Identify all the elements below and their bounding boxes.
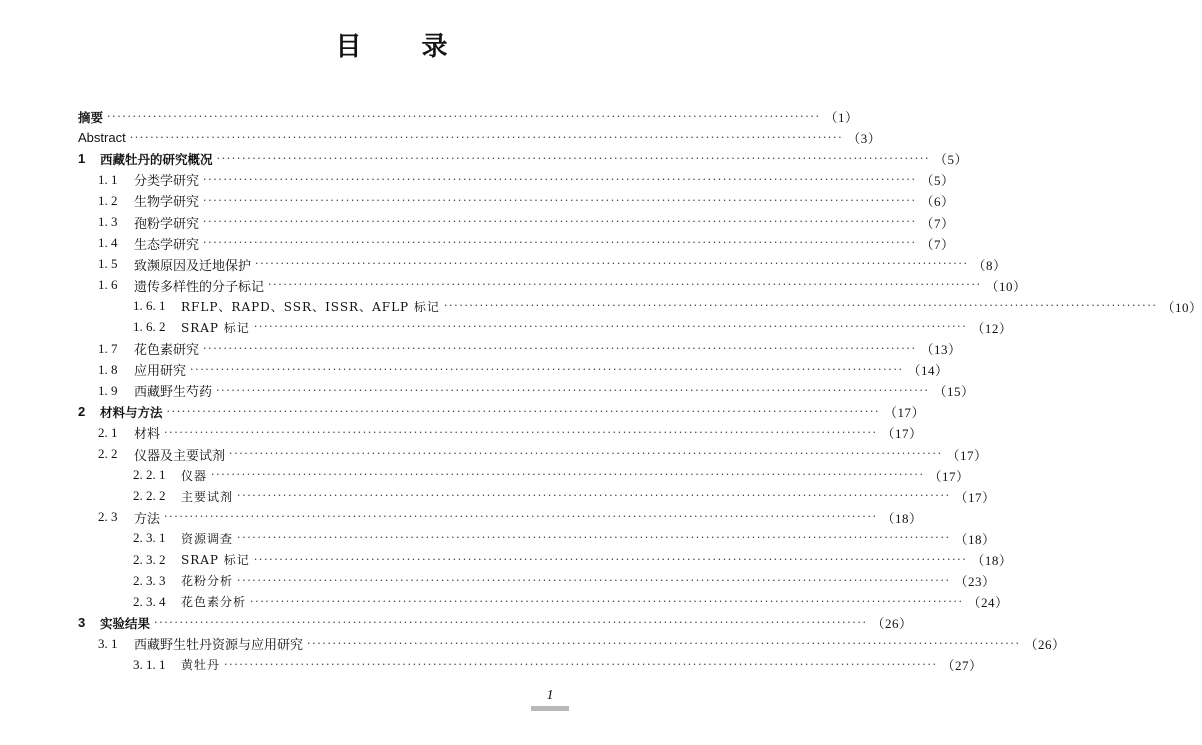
dot-leader: ············································································································································: [107, 109, 821, 123]
dot-leader: ············································································································································: [203, 341, 917, 355]
dot-leader: ············································································································································: [250, 594, 964, 608]
toc-entry[interactable]: [78, 528, 996, 549]
dot-leader: ············································································································································: [166, 404, 881, 418]
toc-title-char-2: 录: [421, 32, 448, 62]
toc-entry-label: 方法: [134, 511, 161, 527]
toc-entry-label: 致濒原因及迁地保护: [134, 258, 252, 274]
toc-entry-label: 西藏野生芍药: [134, 385, 213, 401]
toc-entry-page: （10）: [985, 278, 1027, 294]
toc-entry-page: （12）: [971, 320, 1013, 336]
toc-entry[interactable]: [78, 148, 969, 169]
dot-leader: ············································································································································: [154, 615, 868, 629]
dot-leader: ············································································································································: [203, 193, 917, 207]
dot-leader: ············································································································································: [443, 299, 1158, 313]
toc-entry[interactable]: [78, 654, 983, 675]
toc-entry[interactable]: [78, 190, 955, 211]
page-number-bar: [531, 706, 569, 711]
toc-entry-page: （18）: [954, 531, 996, 547]
toc-entry-number: 1. 3: [98, 214, 118, 230]
toc-entry-page: （18）: [881, 510, 923, 526]
toc-entry-label: 花色素分析: [181, 595, 247, 610]
dot-leader: ············································································································································: [224, 657, 938, 671]
toc-entry-page: （10）: [1161, 299, 1202, 315]
toc-entry[interactable]: [78, 296, 1202, 317]
toc-entry-page: （23）: [954, 574, 996, 590]
toc-entry-label: 资源调查: [181, 531, 234, 546]
toc-entry[interactable]: [78, 254, 1007, 275]
toc-entry-number: 1: [78, 151, 86, 167]
toc-entry[interactable]: [78, 401, 926, 422]
toc-entry-label: 分类学研究: [134, 174, 200, 190]
toc-entry-page: （26）: [871, 616, 913, 632]
toc-entry-number: 1. 5: [98, 256, 118, 272]
toc-entry-number: 1. 6. 1: [133, 298, 166, 314]
toc-entry[interactable]: [78, 211, 955, 232]
toc-entry[interactable]: [78, 106, 859, 127]
dot-leader: ············································································································································: [237, 489, 951, 503]
toc-entry-page: （18）: [971, 553, 1013, 569]
toc-entry-page: （5）: [934, 152, 969, 168]
toc-entry-number: 2. 3. 1: [133, 530, 166, 546]
toc-entry-label: 西藏牡丹的研究概况: [100, 151, 213, 167]
toc-entry[interactable]: [78, 169, 955, 190]
toc-entry-number: 2. 3: [98, 509, 118, 525]
dot-leader: ············································································································································: [253, 320, 968, 334]
toc-entry-page: （27）: [941, 658, 983, 674]
toc-entry-page: （17）: [928, 468, 970, 484]
toc-entry-number: 3. 1. 1: [133, 656, 166, 672]
toc-entry-label: 主要试剂: [181, 489, 234, 504]
toc-entry-label: RFLP、RAPD、SSR、ISSR、AFLP 标记: [181, 299, 440, 314]
toc-entry-page: （7）: [920, 236, 955, 252]
toc-entry-number: 1. 8: [98, 361, 118, 377]
dot-leader: ············································································································································: [164, 425, 878, 439]
dot-leader: ············································································································································: [190, 362, 904, 376]
dot-leader: ············································································································································: [203, 215, 917, 229]
toc-entry-number: 1. 6. 2: [133, 319, 166, 335]
toc-entry-page: （6）: [920, 194, 955, 210]
toc-entry[interactable]: [78, 380, 975, 401]
toc-entry-label: 应用研究: [134, 364, 187, 380]
toc-entry-page: （17）: [954, 489, 996, 505]
dot-leader: ············································································································································: [216, 151, 931, 165]
toc-entry[interactable]: [78, 127, 882, 148]
dot-leader: ············································································································································: [203, 172, 917, 186]
toc-entry-label: SRAP 标记: [181, 320, 250, 335]
toc-entry-number: 1. 4: [98, 235, 118, 251]
toc-entry-page: （17）: [881, 426, 923, 442]
dot-leader: ············································································································································: [203, 236, 917, 250]
toc-entry[interactable]: [78, 465, 970, 486]
dot-leader: ············································································································································: [237, 531, 951, 545]
dot-leader: ············································································································································: [211, 468, 925, 482]
toc-entry-label: 生物学研究: [134, 195, 200, 211]
toc-entry-page: （8）: [972, 257, 1007, 273]
toc-entry-number: 2. 1: [98, 424, 118, 440]
toc-entry-label: 花色素研究: [134, 343, 200, 359]
toc-entry-number: 1. 9: [98, 382, 118, 398]
toc-entry-label: 材料: [134, 427, 161, 443]
toc-entry[interactable]: [78, 317, 1013, 338]
toc-entry[interactable]: [78, 486, 996, 507]
toc-entry[interactable]: [78, 549, 1013, 570]
dot-leader: ············································································································································: [237, 573, 951, 587]
toc-entry-page: （14）: [907, 363, 949, 379]
toc-entry-page: （17）: [946, 447, 988, 463]
toc-entry-label: Abstract: [78, 130, 126, 146]
toc-entry[interactable]: [78, 359, 949, 380]
toc-entry-label: 遗传多样性的分子标记: [134, 279, 265, 295]
toc-entry[interactable]: [78, 338, 962, 359]
toc-entry-label: 孢粉学研究: [134, 216, 200, 232]
toc-entry-number: 2. 2. 1: [133, 467, 166, 483]
page-number: 1: [546, 688, 554, 703]
dot-leader: ············································································································································: [268, 278, 982, 292]
toc-entry-page: （15）: [933, 384, 975, 400]
toc-entry-page: （17）: [884, 405, 926, 421]
toc-entry-page: （5）: [920, 173, 955, 189]
dot-leader: ············································································································································: [253, 552, 968, 566]
toc-entry[interactable]: [78, 570, 996, 591]
toc-entry-page: （13）: [920, 342, 962, 358]
toc-entry-page: （3）: [847, 131, 882, 147]
toc-entry[interactable]: [78, 633, 1066, 654]
toc-entry-number: 1. 7: [98, 340, 118, 356]
toc-entry-label: 实验结果: [100, 615, 151, 631]
dot-leader: ············································································································································: [307, 636, 1021, 650]
toc-entry-number: 2: [78, 404, 86, 420]
toc-entry-label: 摘要: [78, 109, 104, 125]
toc-entry-label: 西藏野生牡丹资源与应用研究: [134, 638, 304, 654]
toc-entry-number: 1. 6: [98, 277, 118, 293]
toc-entry[interactable]: [78, 612, 913, 633]
toc-entry-number: 2. 2. 2: [133, 488, 166, 504]
toc-entry-page: （1）: [824, 110, 859, 126]
toc-entry-page: （24）: [967, 595, 1009, 611]
dot-leader: ············································································································································: [129, 130, 844, 144]
toc-entry-number: 1. 1: [98, 171, 118, 187]
toc-entry-label: 仪器及主要试剂: [134, 448, 226, 464]
dot-leader: ············································································································································: [216, 383, 930, 397]
toc-entry-label: 花粉分析: [181, 574, 234, 589]
dot-leader: ············································································································································: [255, 257, 969, 271]
toc-entry-page: （26）: [1024, 637, 1066, 653]
toc-entry-label: 黄牡丹: [181, 658, 221, 673]
toc-entry-number: 3. 1: [98, 635, 118, 651]
toc-entry-label: SRAP 标记: [181, 553, 250, 568]
toc-entry[interactable]: [78, 591, 1009, 612]
toc-entry-label: 生态学研究: [134, 237, 200, 253]
toc-entry[interactable]: [78, 444, 988, 465]
toc-entry-number: 2. 3. 2: [133, 551, 166, 567]
dot-leader: ············································································································································: [164, 510, 878, 524]
toc-entry[interactable]: [78, 507, 923, 528]
toc-entry-number: 1. 2: [98, 192, 118, 208]
toc-entry[interactable]: [78, 275, 1027, 296]
toc-entry-page: （7）: [920, 215, 955, 231]
dot-leader: ············································································································································: [229, 447, 943, 461]
toc-entry[interactable]: [78, 422, 923, 443]
toc-entry-label: 仪器: [181, 468, 208, 483]
table-of-contents: [78, 106, 1202, 676]
toc-entry-label: 材料与方法: [100, 404, 163, 420]
toc-title-char-1: 目: [335, 32, 362, 62]
toc-entry-number: 2. 3. 4: [133, 593, 166, 609]
toc-entry-number: 2. 3. 3: [133, 572, 166, 588]
toc-entry-number: 2. 2: [98, 446, 118, 462]
toc-title: [0, 26, 783, 63]
toc-entry[interactable]: [78, 233, 955, 254]
toc-entry-number: 3: [78, 615, 86, 631]
